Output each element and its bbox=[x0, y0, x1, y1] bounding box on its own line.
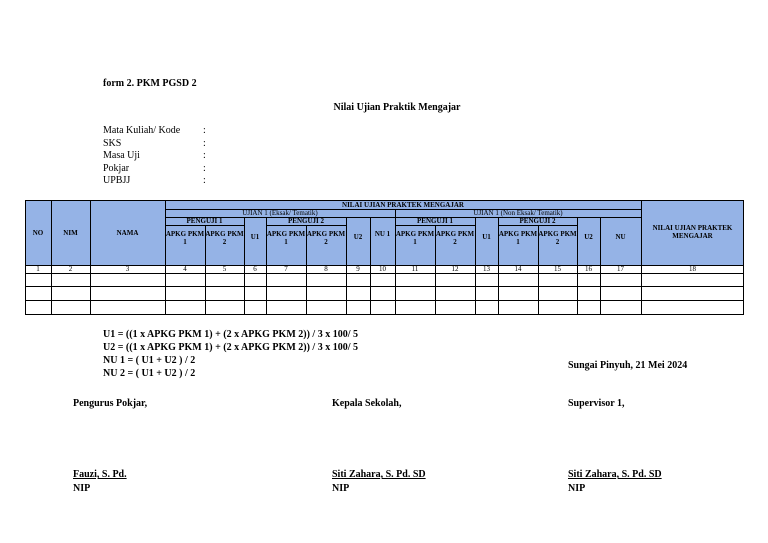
form-code: form 2. PKM PGSD 2 bbox=[103, 78, 197, 89]
page-title: Nilai Ujian Praktik Mengajar bbox=[333, 102, 461, 113]
col-header-no: NO bbox=[32, 229, 44, 237]
col-number: 18 bbox=[689, 265, 696, 273]
col-number: 2 bbox=[68, 265, 73, 273]
col-number: 12 bbox=[451, 265, 459, 273]
col-header-apkg2: APKG PKM 2 bbox=[306, 230, 346, 246]
col-header-nama: NAMA bbox=[116, 229, 139, 237]
col-header-u2: U2 bbox=[353, 233, 363, 241]
col-number: 14 bbox=[514, 265, 522, 273]
col-header-nu1: NU 1 bbox=[374, 230, 391, 238]
col-number: 3 bbox=[125, 265, 130, 273]
signature-role: Pengurus Pokjar, bbox=[73, 398, 148, 409]
col-header-apkg2: APKG PKM 2 bbox=[435, 230, 475, 246]
info-label: Pokjar bbox=[103, 162, 130, 174]
subheader-penguji1-a: PENGUJI 1 bbox=[186, 217, 223, 225]
col-number: 4 bbox=[183, 265, 187, 273]
signature-name: Siti Zahara, S. Pd. SD bbox=[332, 469, 426, 480]
col-header-apkg1: APKG PKM 1 bbox=[165, 230, 205, 246]
info-row-test-period bbox=[103, 150, 206, 163]
group-header-title: NILAI UJIAN PRAKTEK MENGAJAR bbox=[342, 201, 464, 209]
col-header-apkg2: APKG PKM 2 bbox=[205, 230, 244, 246]
info-separator: : bbox=[203, 137, 206, 149]
signature-name: Siti Zahara, S. Pd. SD bbox=[568, 469, 662, 480]
place-date: Sungai Pinyuh, 21 Mei 2024 bbox=[568, 360, 688, 371]
col-number: 11 bbox=[411, 265, 419, 273]
signature-block-supervisor bbox=[568, 398, 625, 409]
col-header-nim: NIM bbox=[63, 229, 78, 237]
group-header-ujian1-eksak: UJIAN 1 (Eksak/ Tematik) bbox=[242, 209, 318, 217]
info-separator: : bbox=[203, 125, 206, 136]
info-block bbox=[103, 125, 206, 188]
signature-name-block-pokjar bbox=[73, 468, 127, 496]
col-number: 5 bbox=[222, 265, 227, 273]
score-table bbox=[25, 200, 744, 315]
formula-nu2: NU 2 = ( U1 + U2 ) / 2 bbox=[103, 368, 196, 379]
group-header-ujian1-non-eksak: UJIAN 1 (Non Eksak/ Tematik) bbox=[473, 209, 563, 217]
col-number: 9 bbox=[356, 265, 360, 273]
table-grid-lines bbox=[25, 200, 744, 315]
col-header-apkg1: APKG PKM 1 bbox=[266, 230, 306, 246]
formula-block bbox=[103, 328, 358, 380]
signature-block-pokjar bbox=[73, 398, 147, 409]
info-row-pokjar bbox=[103, 163, 206, 176]
signature-nip: NIP bbox=[73, 483, 91, 494]
col-number: 1 bbox=[36, 265, 40, 273]
subheader-penguji2-b: PENGUJI 2 bbox=[519, 217, 556, 225]
info-separator: : bbox=[203, 175, 206, 186]
signature-nip: NIP bbox=[332, 483, 350, 494]
info-row-upbjj bbox=[103, 175, 206, 188]
signature-nip: NIP bbox=[568, 483, 586, 494]
info-label: Mata Kuliah/ Kode bbox=[103, 125, 181, 136]
info-row-course bbox=[103, 125, 206, 138]
info-row-sks bbox=[103, 138, 206, 151]
col-number: 10 bbox=[379, 265, 386, 273]
info-label: Masa Uji bbox=[103, 150, 140, 161]
info-separator: : bbox=[203, 162, 206, 174]
col-number: 8 bbox=[324, 265, 328, 273]
col-header-apkg1: APKG PKM 1 bbox=[395, 230, 435, 246]
col-header-u1: U1 bbox=[482, 233, 491, 241]
col-header-u2: U2 bbox=[584, 233, 593, 241]
signature-role: Supervisor 1, bbox=[568, 398, 625, 409]
info-label: UPBJJ bbox=[103, 175, 131, 186]
info-label: SKS bbox=[103, 137, 122, 149]
signature-name-block-principal bbox=[332, 468, 426, 496]
col-number: 13 bbox=[483, 265, 490, 273]
col-header-nu: NU bbox=[615, 233, 626, 241]
col-number: 6 bbox=[253, 265, 257, 273]
subheader-penguji1-b: PENGUJI 1 bbox=[417, 217, 453, 225]
formula-u1: U1 = ((1 x APKG PKM 1) + (2 x APKG PKM 2)) / 3 x 100/ 5 bbox=[103, 329, 358, 340]
col-header-apkg2: APKG PKM 2 bbox=[538, 230, 577, 246]
signature-name-block-supervisor bbox=[568, 468, 662, 496]
col-header-u1: U1 bbox=[250, 233, 260, 241]
col-number: 17 bbox=[617, 265, 624, 273]
col-header-apkg1: APKG PKM 1 bbox=[498, 230, 538, 246]
signature-role: Kepala Sekolah, bbox=[332, 398, 402, 409]
signature-name: Fauzi, S. Pd. bbox=[73, 469, 127, 480]
col-header-final-score: NILAI UJIAN PRAKTEK MENGAJAR bbox=[652, 224, 733, 240]
signature-block-principal bbox=[332, 398, 401, 409]
formula-u2: U2 = ((1 x APKG PKM 1) + (2 x APKG PKM 2)) / 3 x 100/ 5 bbox=[103, 342, 358, 353]
formula-nu1: NU 1 = ( U1 + U2 ) / 2 bbox=[103, 355, 196, 366]
col-number: 7 bbox=[284, 265, 288, 273]
info-separator: : bbox=[203, 150, 206, 161]
col-number: 15 bbox=[554, 265, 561, 273]
col-number: 16 bbox=[585, 265, 592, 273]
subheader-penguji2-a: PENGUJI 2 bbox=[288, 217, 324, 225]
